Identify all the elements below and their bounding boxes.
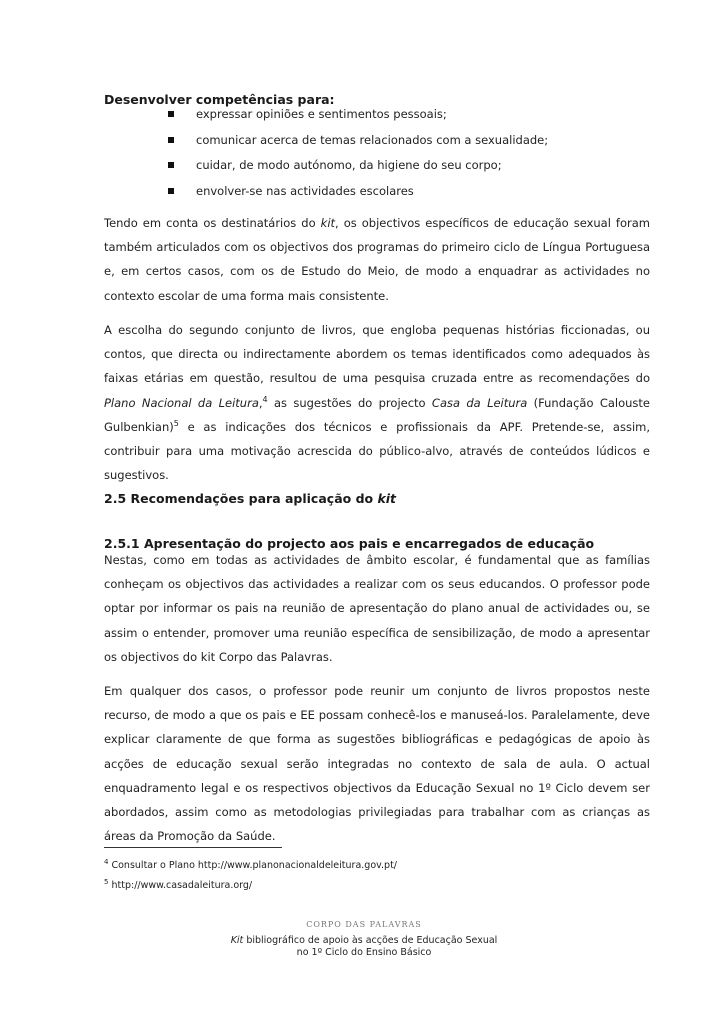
footer-subtitle-line2: no 1º Ciclo do Ensino Básico [296, 947, 432, 958]
paragraph-teacher-books: Em qualquer dos casos, o professor pode reunir um conjunto de livros propostos neste recurso, de modo a que os pais e EE possam conhecê-los e manuseá-los. Paralelamente, deve explicar claramente de que forma as sugestões bibliográficas e pedagógicas de apoio às acções de educação sexual serão integradas no contexto de sala de aula. O actual enquadramento legal e os respectivos objectivos da Educação Sexual no 1º Ciclo devem ser abordados, assim como as metodologias privilegiadas para trabalhar com as crianças as áreas da Promoção da Saúde. [104, 684, 650, 844]
square-bullet-icon [168, 188, 174, 194]
list-item: expressar opiniões e sentimentos pessoais; [104, 107, 644, 133]
square-bullet-icon [168, 111, 174, 117]
paragraph-book-selection: A escolha do segundo conjunto de livros, que engloba pequenas histórias ficcionadas, ou contos, que directa ou indirectamente abordem os temas identificados como adequados às faixas etárias em questão, resultou de uma pesquisa cruzada entre as recomendações do Plano Nacional da Leitura,$^4$ as sugestões do projecto Casa da Leitura (Fundação Calouste Gulbenkian)$^5$ e as indicações dos técnicos e profissionais da APF. Pretende-se, assim, contribuir para uma motivação acrescida do público-alvo, através de conteúdos lúdicos e sugestivos. [104, 323, 650, 483]
competencies-list [104, 107, 644, 209]
footnote-divider [104, 847, 282, 848]
plano-nacional-leitura-title: Plano Nacional da Leitura [104, 395, 259, 410]
paragraph-parents-meeting: Nestas, como em todas as actividades de âmbito escolar, é fundamental que as famílias conheçam os objectivos das actividades a realizar com os seus educandos. O professor pode optar por informar os pais na reunião de apresentação do plano anual de actividades ou, se assim o entender, promover uma reunião específica de sensibilização, de modo a apresentar os objectivos do kit Corpo das Palavras. [104, 553, 650, 664]
section-2-5-1-heading: 2.5.1 Apresentação do projecto aos pais e encarregados de educação [104, 536, 595, 551]
list-item: envolver-se nas actividades escolares [104, 184, 644, 210]
casa-da-leitura-title: Casa da Leitura [431, 395, 528, 410]
list-item: comunicar acerca de temas relacionados com a sexualidade; [104, 133, 644, 159]
list-item: cuidar, de modo autónomo, da higiene do seu corpo; [104, 158, 644, 184]
section-2-5-heading: 2.5 Recomendações para aplicação do kit [104, 491, 397, 506]
footnote-5: $^5$ http://www.casadaleitura.org/ [104, 878, 253, 892]
footnote-ref-5: 5 [173, 418, 179, 428]
footer-subtitle: Kit bibliográfico de apoio às acções de Educação Sexual [230, 935, 498, 946]
footnote-ref-4: 4 [262, 394, 268, 404]
competencies-heading: Desenvolver competências para: [104, 92, 335, 107]
footer-title: CORPO DAS PALAVRAS [306, 920, 422, 929]
square-bullet-icon [168, 162, 174, 168]
footnote-4: $^4$ Consultar o Plano http://www.planonacionaldeleitura.gov.pt/ [104, 858, 397, 872]
paragraph-objectives: Tendo em conta os destinatários do kit, os objectivos específicos de educação sexual foram também articulados com os objectivos dos programas do primeiro ciclo de Língua Portuguesa e, em certos casos, com os de Estudo do Meio, de modo a enquadrar as actividades no contexto escolar de uma forma mais consistente. [104, 216, 650, 303]
square-bullet-icon [168, 137, 174, 143]
